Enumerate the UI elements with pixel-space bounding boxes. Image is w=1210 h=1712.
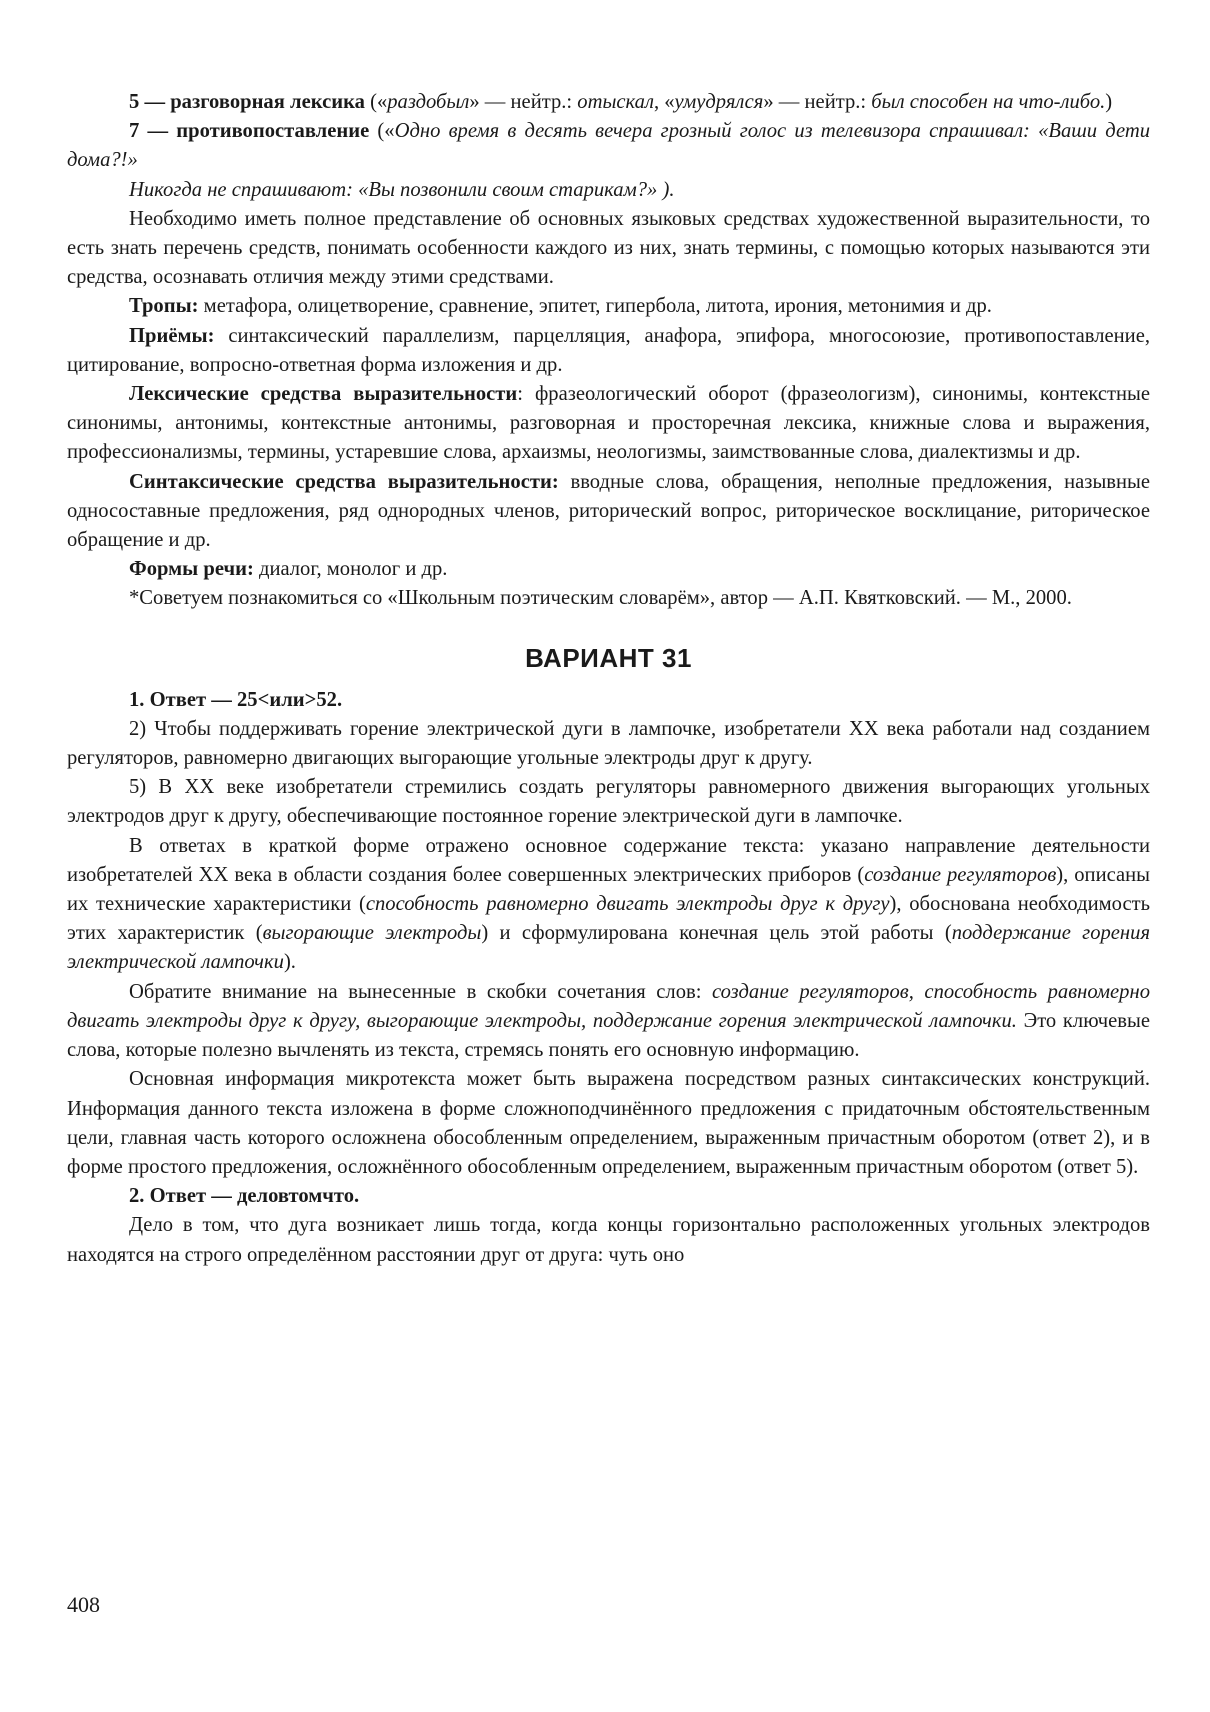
- footnote: *Советуем познакомиться со «Школьным поэтическим словарём», автор — А.П. Квятковский. — М., 2000.: [129, 587, 1072, 610]
- paragraph-lexical-means: Лексические средства выразительности: фразеологический оборот (фразеологизм), синонимы, контекстные синонимы, антонимы, контекстные антонимы, разговорная и просторечная лексика, книжные слова и выражения, профессионализмы, термины, устаревшие слова, архаизмы, неологизмы, заимствованные слова, диалектизмы и др.: [67, 383, 1150, 464]
- answer-1-item-2: 2) Чтобы поддерживать горение электрической дуги в лампочке, изобретатели XX века работали над созданием регуляторов, равномерно двигающих выгорающие угольные электроды друг к другу.: [67, 717, 1150, 770]
- term-label: 5 — разговорная лексика: [129, 91, 365, 113]
- paragraph-colloquial-lexicon: 5 — разговорная лексика («раздобыл» — нейтр.: отыскал, «умудрялся» — нейтр.: был способен на что-либо.): [129, 91, 1113, 113]
- variant-title: ВАРИАНТ 31: [525, 642, 692, 673]
- page-body: [67, 88, 1150, 1270]
- page-number: 408: [67, 1592, 100, 1617]
- paragraph-devices: Приёмы: синтаксический параллелизм, парцелляция, анафора, эпифора, многосоюзие, противопоставление, цитирование, вопросно-ответная форма изложения и др.: [67, 324, 1150, 376]
- answer-1-explanation: В ответах в краткой форме отражено основное содержание текста: указано направление деятельности изобретателей XX века в области создания более совершенных электрических приборов (создание регуляторов), описаны их технические характеристики (способность равномерно двигать электроды друг к другу), обоснована необходимость этих характеристик (выгорающие электроды) и сформулирована конечная цель этой работы (поддержание горения электрической лампочки).: [67, 834, 1151, 974]
- answer-1-main-info: Основная информация микротекста может быть выражена посредством разных синтаксических конструкций. Информация данного текста изложена в форме сложноподчинённого предложения с придаточным обстоятельственным цели, главная часть которого осложнена обособленным определением, выраженным причастным оборотом (ответ 2), и в форме простого предложения, осложнённого обособленным определением, выраженным причастным оборотом (ответ 5).: [67, 1068, 1150, 1178]
- term-label: 7 — противопоставление: [129, 120, 370, 143]
- answer-1-attention: Обратите внимание на вынесенные в скобки сочетания слов: создание регуляторов, способность равномерно двигать электроды друг к другу, выгорающие электроды, поддержание горения электрической лампочки. Это ключевые слова, которые полезно вычленять из текста, стремясь понять его основную информацию.: [67, 980, 1151, 1062]
- answer-2-heading: 2. Ответ — деловтомчто.: [129, 1185, 360, 1208]
- answer-1-heading: 1. Ответ — 25<или>52.: [129, 688, 343, 711]
- answer-2-text: Дело в том, что дуга возникает лишь тогда, когда концы горизонтально расположенных угольных электродов находятся на строго определённом расстоянии друг от друга: чуть оно: [67, 1214, 1150, 1266]
- paragraph-intro: Необходимо иметь полное представление об основных языковых средствах художественной выразительности, то есть знать перечень средств, понимать особенности каждого из них, знать термины, с помощью которых называются эти средства, осознавать отличия между этими средствами.: [67, 207, 1150, 289]
- answer-1-item-5: 5) В XX веке изобретатели стремились создать регуляторы равномерного движения выгорающих угольных электродов друг к другу, обеспечивающие постоянное горение электрической дуги в лампочке.: [67, 776, 1150, 828]
- paragraph-contrast-continued: Никогда не спрашивают: «Вы позвонили своим старикам?» ).: [129, 178, 675, 201]
- paragraph-tropes: Тропы: метафора, олицетворение, сравнение, эпитет, гипербола, литота, ирония, метонимия и др.: [129, 295, 992, 318]
- paragraph-speech-forms: Формы речи: диалог, монолог и др.: [129, 558, 448, 581]
- paragraph-syntactic-means: Синтаксические средства выразительности: вводные слова, обращения, неполные предложения, назывные односоставные предложения, ряд однородных членов, риторический вопрос, риторическое восклицание, риторическое обращение и др.: [67, 470, 1151, 552]
- paragraph-contrast: 7 — противопоставление («Одно время в десять вечера грозный голос из телевизора спрашивал: «Ваши дети дома?!»: [67, 120, 1150, 172]
